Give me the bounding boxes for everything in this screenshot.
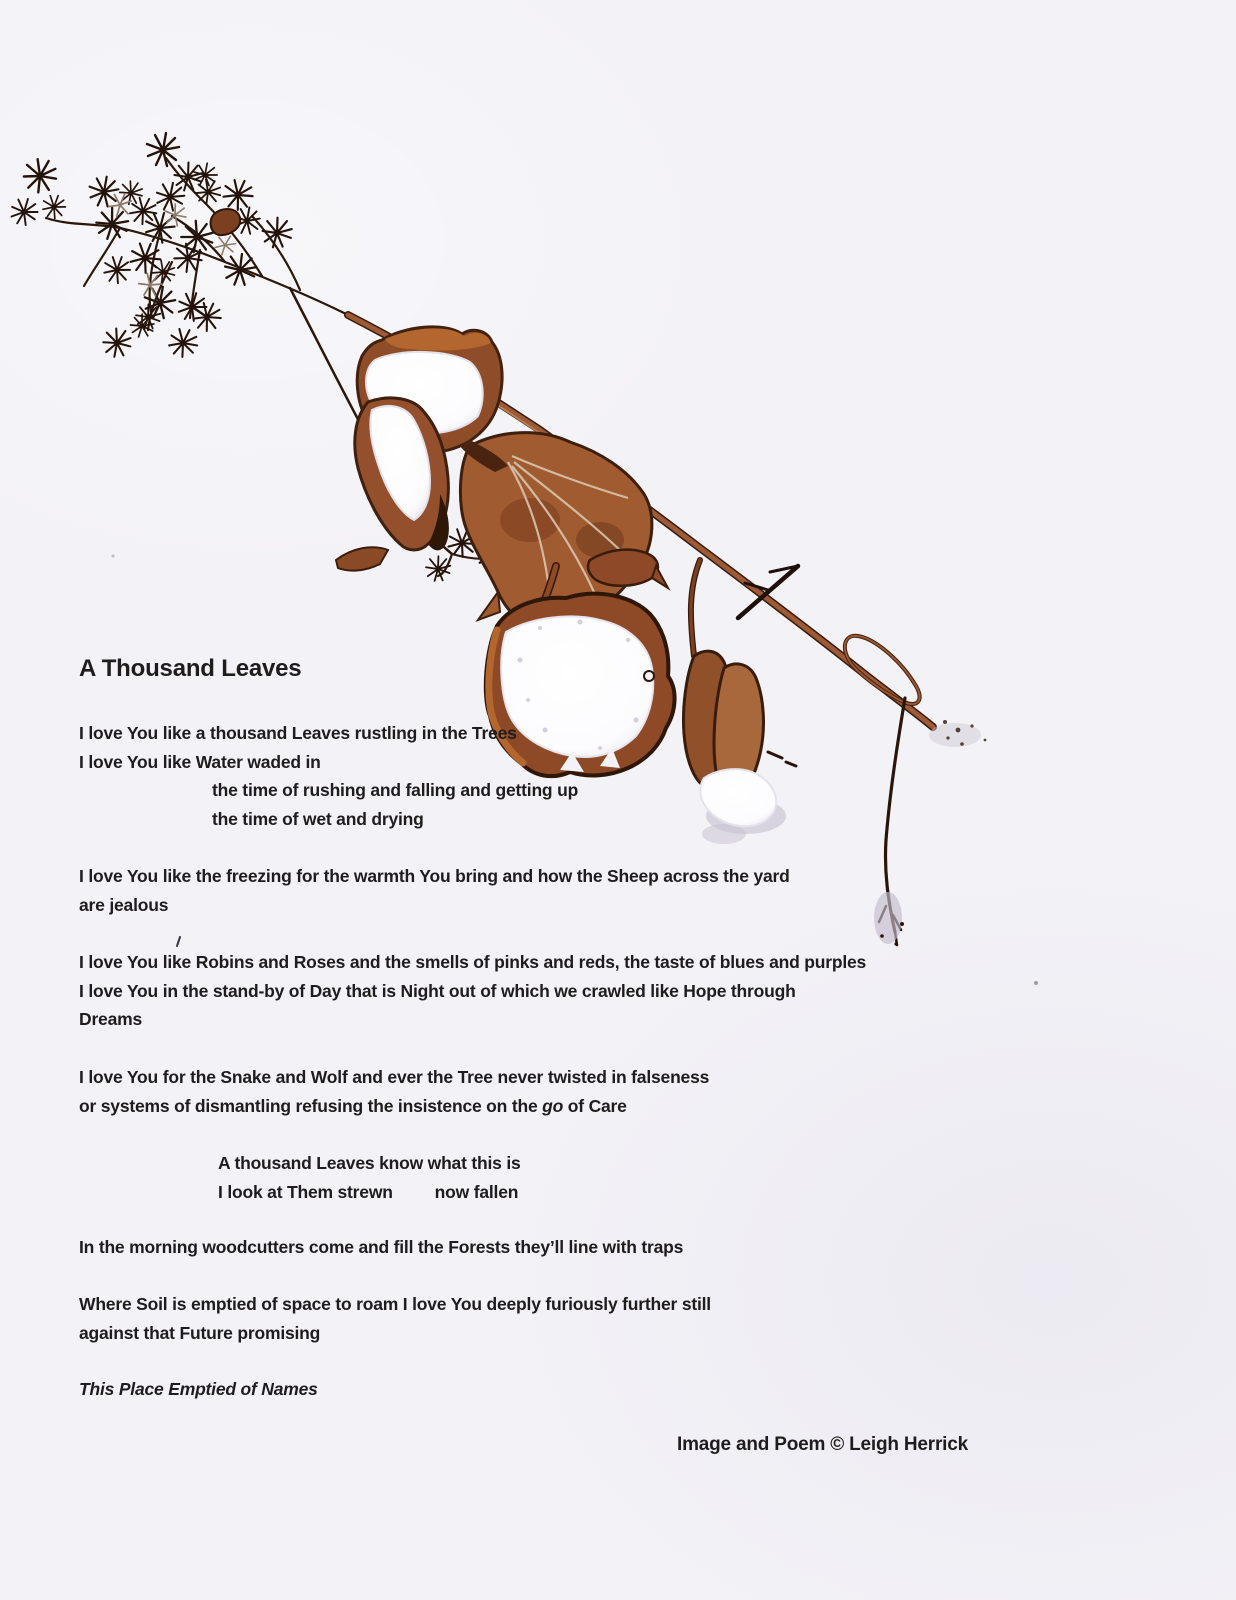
twig (738, 566, 798, 618)
poem-line: A thousand Leaves know what this is (218, 1153, 521, 1173)
poem-line: I love You for the Snake and Wolf and ever the Tree never twisted in falseness (79, 1067, 710, 1087)
poem-line: In the morning woodcutters come and fill the Forests they’ll line with traps (79, 1237, 684, 1257)
poem-line: I love You like Robins and Roses and the smells of pinks and reds, the taste of blues and purples (79, 952, 867, 972)
stem-loop (845, 636, 920, 704)
poem-line: against that Future promising (79, 1322, 321, 1343)
poem-line: This Place Emptied of Names (79, 1379, 318, 1399)
poem-line: the time of wet and drying (212, 808, 424, 829)
stem-descender (874, 698, 905, 946)
poem-line: I love You like a thousand Leaves rustling in the Trees (79, 723, 517, 743)
stem-tip-dust (768, 720, 986, 766)
poem-line: I love You like Water waded in (79, 751, 321, 772)
leaf-fragment-upper (211, 209, 241, 235)
poem-line: or systems of dismantling refusing the insistence on the go of Care (79, 1095, 627, 1116)
leaf-fragment-lower (336, 547, 388, 570)
poem-line: I look at Them strewn now fallen (218, 1181, 519, 1202)
poem-line: Dreams (79, 1009, 143, 1030)
copyright-attribution: Image and Poem © Leigh Herrick (677, 1434, 968, 1455)
poem-line: I love You in the stand-by of Day that is Night out of which we crawled like Hope through (79, 980, 796, 1001)
poem-line: are jealous (79, 894, 169, 915)
poem-line: Where Soil is emptied of space to roam I love You deeply furiously further still (79, 1294, 711, 1314)
poem-line: the time of rushing and falling and getting up (212, 780, 579, 801)
poem-title: A Thousand Leaves (79, 655, 302, 682)
poem-line: I love You like the freezing for the warmth You bring and how the Sheep across the yard (79, 866, 790, 886)
stem-leaflet (588, 550, 668, 588)
